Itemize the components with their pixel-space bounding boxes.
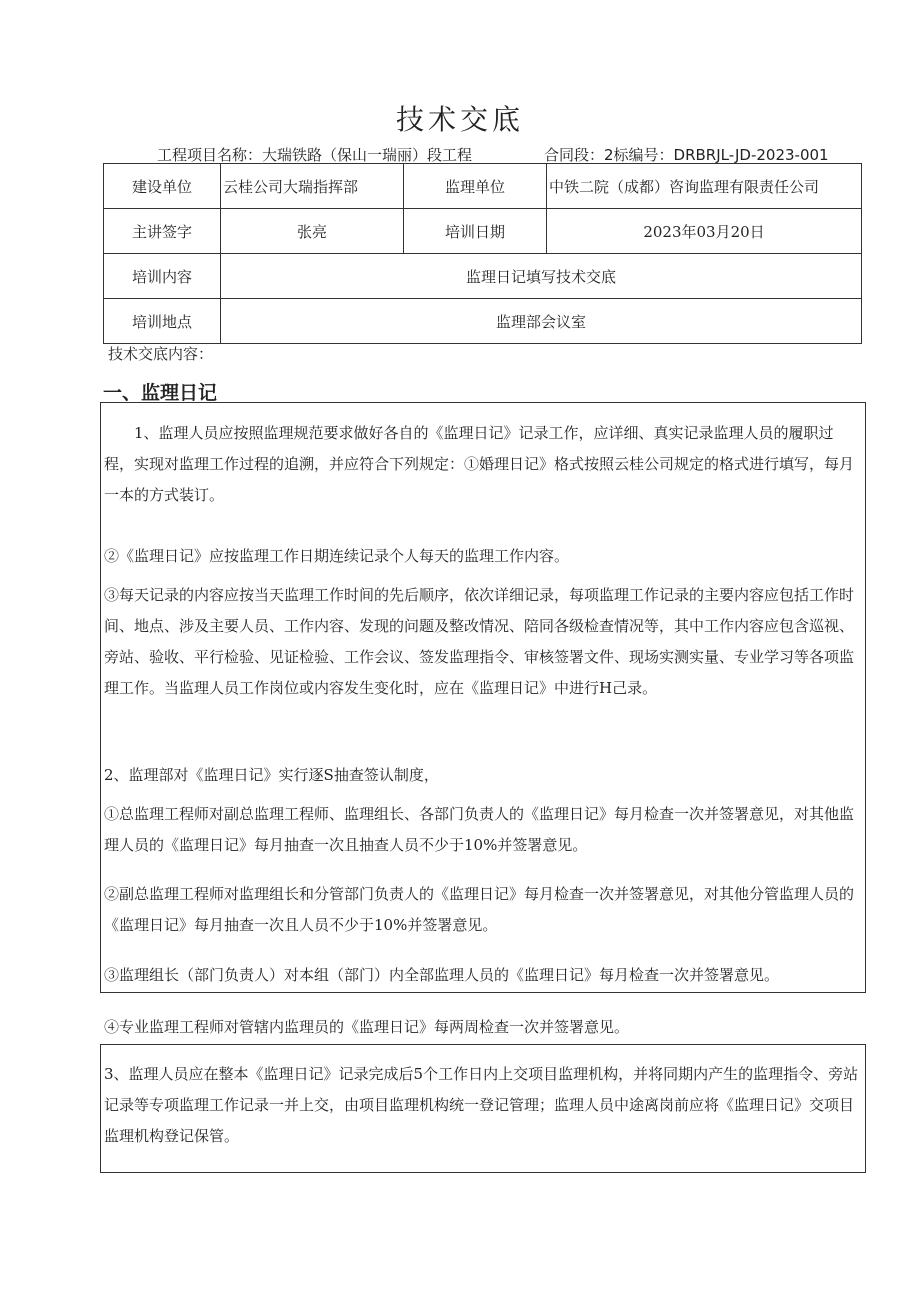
paragraph: ②《监理日记》应按监理工作日期连续记录个人每天的监理工作内容。 — [104, 547, 570, 565]
lecturer-value: 张亮 — [221, 209, 404, 254]
project-name: 工程项目名称：大瑞铁路（保山一瑞丽）段工程 — [157, 146, 473, 164]
table-row — [104, 164, 862, 209]
paragraph: ①总监理工程师对副总监理工程师、监理组长、各部门负责人的《监理日记》每月检查一次并签署意见，对其他监理人员的《监理日记》每月抽查一次且抽查人员不少于10%并签署意见。 — [104, 805, 855, 854]
supervision-unit-value: 中铁二院（成都）咨询监理有限责任公司 — [547, 164, 862, 209]
construction-unit-label: 建设单位 — [104, 164, 221, 209]
paragraph: 1、监理人员应按照监理规范要求做好各自的《监理日记》记录工作，应详细、真实记录监理人员的履职过程，实现对监理工作过程的追溯，并应符合下列规定：①婚理日记》格式按照云桂公司规定的格式进行填写，每月一本的方式装订。 — [104, 424, 855, 504]
training-date-value: 2023年03月20日 — [547, 209, 862, 254]
training-location-value: 监理部会议室 — [221, 299, 862, 344]
supervision-unit-label: 监理单位 — [404, 164, 547, 209]
training-date-label: 培训日期 — [404, 209, 547, 254]
paragraph: ③监理组长（部门负责人）对本组（部门）内全部监理人员的《监理日记》每月检查一次并签署意见。 — [104, 966, 780, 984]
paragraph: ③每天记录的内容应按当天监理工作时间的先后顺序，依次详细记录，每项监理工作记录的主要内容应包括工作时间、地点、涉及主要人员、工作内容、发现的问题及整改情况、陪同各级检查情况等，其中工作内容应包含巡视、旁站、验收、平行检验、见证检验、工作会议、签发监理指令、审核签署文件、现场实测实量、专业学习等各项监理工作。当监理人员工作岗位或内容发生变化时，应在《监理日记》中进行H己录。 — [104, 586, 855, 697]
table-row — [104, 299, 862, 344]
document-title: 技术交底 — [395, 103, 524, 136]
training-content-label: 培训内容 — [104, 254, 221, 299]
info-table — [103, 163, 862, 344]
lecturer-label: 主讲签字 — [104, 209, 221, 254]
training-location-label: 培训地点 — [104, 299, 221, 344]
paragraph: ④专业监理工程师对管辖内监理员的《监理日记》每两周检查一次并签署意见。 — [104, 1018, 630, 1036]
paragraph: ②副总监理工程师对监理组长和分管部门负责人的《监理日记》每月检查一次并签署意见，对其他分管监理人员的《监理日记》每月抽查一次且人员不少于10%并签署意见。 — [104, 885, 855, 934]
paragraph: 2、监理部对《监理日记》实行逐S抽查签认制度， — [104, 766, 439, 784]
table-row — [104, 254, 862, 299]
content-label: 技术交底内容： — [108, 345, 214, 363]
contract-number: 合同段：2标编号：DRBRJL-JD-2023-001 — [544, 146, 829, 164]
paragraph: 3、监理人员应在整本《监理日记》记录完成后5个工作日内上交项目监理机构，并将同期内产生的监理指令、旁站记录等专项监理工作记录一并上交，由项目监理机构统一登记管理；监理人员中途离岗前应将《监理日记》交项目监理机构登记保管。 — [104, 1065, 859, 1145]
training-content-value: 监理日记填写技术交底 — [221, 254, 862, 299]
section-heading: 一、监理日记 — [103, 382, 218, 404]
table-row — [104, 209, 862, 254]
construction-unit-value: 云桂公司大瑞指挥部 — [221, 164, 404, 209]
